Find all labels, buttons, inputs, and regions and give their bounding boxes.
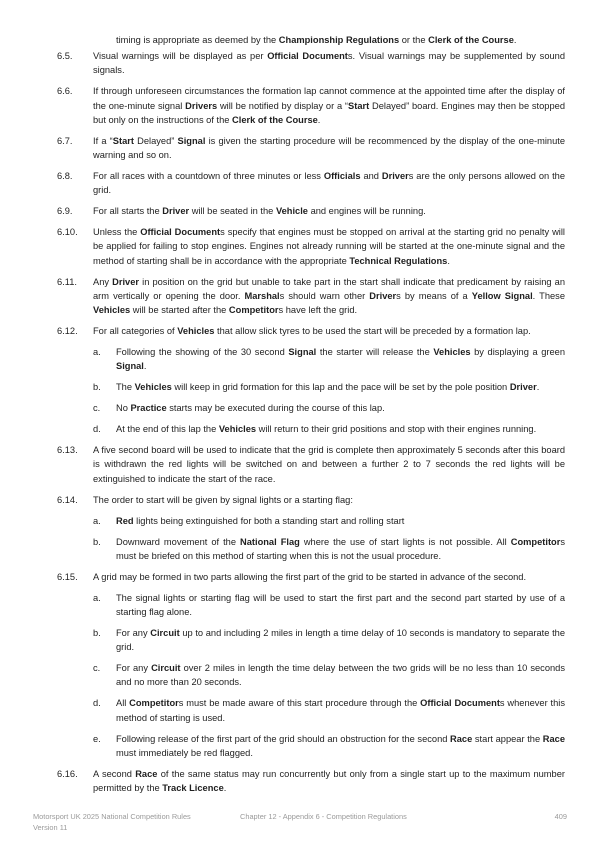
sub-item-letter: e.: [93, 733, 101, 744]
text-run: .: [513, 35, 517, 45]
page-number: 409: [554, 812, 567, 821]
sub-item: [93, 345, 565, 373]
sub-item-letter: a.: [93, 592, 101, 603]
defined-term: Track Licence: [162, 783, 224, 794]
sub-item-letter: a.: [93, 515, 101, 526]
text-run: where the use of start lights is not possible. All: [299, 536, 511, 547]
paragraph-text: [93, 493, 565, 507]
document-body: [57, 33, 565, 802]
text-run: s should warn other: [279, 290, 370, 301]
numbered-paragraph: [57, 324, 565, 338]
text-run: s have left the grid.: [278, 305, 358, 316]
text-run: For all categories of: [93, 326, 178, 337]
text-run: lights being extinguished for both a standing start and rolling start: [133, 515, 405, 526]
sub-item: [93, 591, 565, 619]
defined-term: Race: [135, 768, 158, 779]
defined-term: Driver: [509, 382, 537, 393]
text-run: starts may be executed during the course of this lap.: [166, 403, 385, 414]
text-run: The: [116, 382, 135, 393]
text-run: Delayed” board. Engines may then be stopped but only on the instructions of the: [93, 100, 565, 125]
defined-term: Circuit: [151, 663, 181, 674]
text-run: .: [223, 783, 227, 794]
paragraph-text: [93, 49, 565, 77]
sub-item-text: [116, 401, 565, 415]
defined-term: Yellow Signal: [471, 290, 533, 301]
text-run: For any: [116, 628, 151, 639]
paragraph-text: [93, 570, 565, 584]
defined-term: Practice: [130, 403, 167, 414]
text-run: Visual warnings will be displayed as per: [93, 51, 268, 62]
paragraph-number: 6.14.: [57, 494, 78, 505]
sub-item-list: [93, 345, 565, 436]
text-run: Unless the: [93, 227, 141, 238]
footer-chapter: Chapter 12 - Appendix 6 - Competition Regulations: [240, 812, 407, 821]
paragraph-number: 6.11.: [57, 276, 77, 287]
sub-item: [93, 696, 565, 724]
paragraph-text: [93, 134, 565, 162]
numbered-paragraph: [57, 493, 565, 507]
defined-term: Signal: [288, 347, 317, 358]
sub-item-text: [116, 696, 565, 724]
paragraph-text: [93, 169, 565, 197]
text-run: A five second board will be used to indicate that the grid is complete then approximately 5 seconds after this board is withdrawn the red lights will be switched on and between a further 2 to 7 seconds the red lights will be extinguished to indicate the start of the race.: [93, 445, 565, 484]
sub-item-text: [116, 380, 565, 394]
defined-term: Technical Regulations: [349, 255, 448, 266]
text-run: .: [447, 255, 450, 266]
text-run: will return to their grid positions and stop with their engines running.: [256, 424, 537, 435]
text-run: .: [143, 361, 147, 372]
text-run: Delayed”: [133, 135, 178, 146]
sub-item-list: [93, 514, 565, 563]
defined-term: Competitor: [129, 698, 179, 709]
defined-term: Red: [116, 515, 134, 526]
sub-item-text: [116, 591, 565, 619]
defined-term: Start: [348, 100, 370, 111]
sub-item: [93, 422, 565, 436]
numbered-paragraph: [57, 275, 565, 318]
defined-term: Clerk of the Course: [428, 35, 514, 45]
text-run: will be seated in the: [189, 206, 276, 217]
defined-term: Vehicles: [218, 424, 257, 435]
text-run: . These: [532, 290, 565, 301]
sub-item: [93, 535, 565, 563]
sub-item-letter: c.: [93, 663, 101, 674]
text-run: Following the showing of the 30 second: [116, 347, 289, 358]
sub-item-list: [93, 591, 565, 760]
numbered-paragraph: [57, 225, 565, 268]
defined-term: Race: [450, 733, 473, 744]
text-run: If through unforeseen circumstances the formation lap cannot commence at the appointed time after the display of the one-minute signal: [93, 86, 565, 111]
paragraph-number: 6.7.: [57, 135, 73, 146]
defined-term: Officials: [323, 171, 361, 182]
paragraph-text: [93, 324, 565, 338]
text-run: s by means of a: [396, 290, 472, 301]
text-run: Following release of the first part of the grid should an obstruction for the second: [116, 733, 451, 744]
defined-term: Driver: [162, 206, 190, 217]
defined-term: Clerk of the Course: [232, 114, 318, 125]
paragraph-number: 6.10.: [57, 227, 78, 238]
text-run: The order to start will be given by signal lights or a starting flag:: [93, 494, 353, 505]
defined-term: Vehicles: [433, 347, 471, 358]
sub-item-letter: b.: [93, 382, 101, 393]
text-run: .: [536, 382, 540, 393]
defined-term: Start: [112, 135, 134, 146]
text-run: s whenever this method of starting is used.: [116, 698, 565, 723]
text-run: and engines will be running.: [307, 206, 426, 217]
text-run: A grid may be formed in two parts allowing the first part of the grid to be started in advance of the second.: [93, 571, 527, 582]
numbered-paragraph: [57, 84, 565, 127]
defined-term: Drivers: [185, 100, 218, 111]
defined-term: National Flag: [240, 536, 300, 547]
sub-item-text: [116, 732, 565, 760]
text-run: of the same status may run concurrently but only from a single start up to the maximum number permitted by the: [93, 768, 565, 794]
paragraph-number: 6.16.: [57, 768, 78, 779]
text-run: s must be made aware of this start procedure through the: [178, 698, 421, 709]
defined-term: Circuit: [150, 628, 180, 639]
sub-item-letter: d.: [93, 424, 101, 435]
paragraph-number: 6.13.: [57, 445, 78, 456]
text-run: in position on the grid but unable to take part in the start shall indicate that predicament by raising an arm vertically or opening the door.: [93, 276, 566, 301]
text-run: s are the only persons allowed on the grid.: [93, 171, 565, 196]
defined-term: Competitor: [510, 536, 561, 547]
defined-term: Vehicles: [177, 326, 215, 337]
defined-term: Driver: [112, 276, 140, 287]
defined-term: Official Document: [420, 698, 500, 709]
numbered-paragraph: [57, 204, 565, 218]
defined-term: Vehicles: [93, 305, 131, 316]
sub-item: [93, 626, 565, 654]
text-run: up to and including 2 miles in length a time delay of 10 seconds is mandatory to separate the grid.: [116, 628, 565, 653]
sub-item-text: [116, 661, 565, 689]
text-run: must immediately be red flagged.: [116, 747, 253, 758]
text-run: For all starts the: [93, 206, 163, 217]
text-run: A second: [93, 768, 136, 779]
continuation-text: [116, 33, 565, 47]
paragraph-number: 6.5.: [57, 51, 73, 62]
text-run: will be started after the: [130, 305, 229, 316]
text-run: If a “: [93, 135, 113, 146]
footer-version: Version 11: [33, 822, 68, 832]
sub-item-text: [116, 535, 565, 563]
defined-term: Official Document: [140, 227, 221, 238]
footer-publication: [33, 812, 233, 833]
text-run: the starter will release the: [316, 347, 434, 358]
defined-term: Driver: [381, 171, 409, 182]
text-run: For all races with a countdown of three minutes or less: [93, 171, 324, 182]
text-run: For any: [116, 663, 152, 674]
text-run: over 2 miles in length the time delay between the two grids will be no less than 10 seconds and no more than 20 seconds.: [116, 663, 565, 688]
sub-item-text: [116, 345, 565, 373]
text-run: The signal lights or starting flag will be used to start the first part and the second part started by use of a starting flag alone.: [116, 592, 565, 618]
text-run: s must be briefed on this method of starting when this is not the usual procedure.: [116, 536, 565, 561]
defined-term: Signal: [116, 361, 144, 372]
defined-term: Championship Regulations: [278, 35, 400, 45]
defined-term: Marshal: [244, 290, 280, 301]
text-run: .: [317, 114, 321, 125]
text-run: At the end of this lap the: [116, 424, 219, 435]
sub-item: [93, 732, 565, 760]
paragraph-number: 6.9.: [57, 206, 73, 217]
numbered-paragraph: [57, 169, 565, 197]
numbered-paragraph: [57, 570, 565, 584]
paragraph-number: 6.8.: [57, 171, 73, 182]
text-run: that allow slick tyres to be used the start will be preceded by a formation lap.: [214, 326, 531, 337]
sub-item-letter: b.: [93, 536, 101, 547]
text-run: will keep in grid formation for this lap and the pace will be set by the pole position: [171, 382, 510, 393]
paragraph-number: 6.15.: [57, 571, 78, 582]
paragraph-text: [93, 443, 565, 486]
text-run: will be notified by display or a “: [217, 100, 349, 111]
text-run: or the: [399, 35, 429, 45]
paragraph-text: [93, 84, 565, 127]
text-run: Any: [93, 276, 113, 287]
paragraph-text: [93, 767, 565, 795]
paragraph-text: [93, 225, 565, 268]
sub-item-letter: d.: [93, 698, 101, 709]
footer-title: Motorsport UK 2025 National Competition Rules: [33, 812, 191, 821]
text-run: is given the starting procedure will be recommenced by the display of the one-minute warning and so on.: [93, 135, 566, 161]
text-run: start appear the: [472, 733, 543, 744]
numbered-paragraph: [57, 134, 565, 162]
page-footer: [33, 812, 567, 842]
text-run: All: [116, 698, 130, 709]
numbered-paragraph: [57, 49, 565, 77]
sub-item: [93, 661, 565, 689]
defined-term: Race: [542, 733, 565, 744]
text-run: and: [360, 171, 382, 182]
text-run: by displaying a green: [470, 347, 565, 358]
text-run: s. Visual warnings may be supplemented by sound signals.: [93, 51, 565, 76]
defined-term: Competitor: [228, 305, 279, 316]
text-run: No: [116, 403, 131, 414]
paragraph-number: 6.12.: [57, 326, 78, 337]
numbered-paragraph: [57, 443, 565, 486]
defined-term: Official Document: [267, 51, 348, 62]
sub-item-text: [116, 514, 565, 528]
sub-item-letter: c.: [93, 403, 101, 414]
sub-item-text: [116, 626, 565, 654]
defined-term: Signal: [177, 135, 206, 146]
text-run: s specify that engines must be stopped on arrival at the starting grid no penalty will be applied for failing to stop engines. Engines not already running will be started at the one-minute signal and the method of starting shall be in accordance with the appropriate: [93, 227, 565, 266]
paragraph-text: [93, 275, 565, 318]
sub-item-text: [116, 422, 565, 436]
sub-item-letter: b.: [93, 628, 101, 639]
defined-term: Vehicle: [275, 206, 308, 217]
paragraph-text: [93, 204, 565, 218]
defined-term: Driver: [369, 290, 397, 301]
text-run: Downward movement of the: [116, 536, 241, 547]
sub-item: [93, 380, 565, 394]
text-run: timing is appropriate as deemed by the: [116, 35, 279, 45]
sub-item-letter: a.: [93, 347, 101, 358]
paragraph-number: 6.6.: [57, 86, 73, 97]
sub-item: [93, 401, 565, 415]
defined-term: Vehicles: [134, 382, 172, 393]
sub-item: [93, 514, 565, 528]
numbered-paragraph: [57, 767, 565, 795]
paragraph-list: [57, 49, 565, 795]
